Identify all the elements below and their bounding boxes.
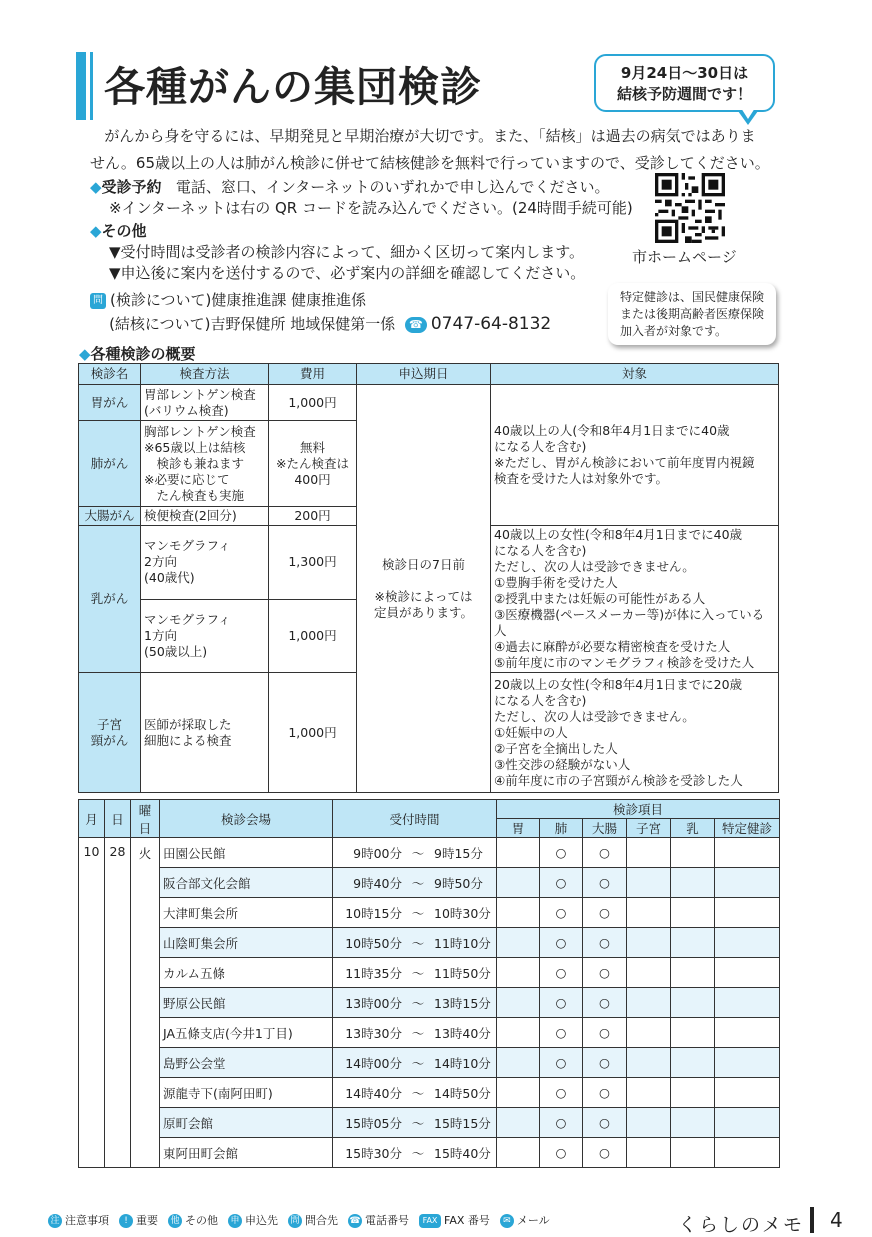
note-line3: 加入者が対象です。 bbox=[620, 324, 728, 338]
month-cell: 10 bbox=[79, 838, 105, 1168]
start-time: 15時30分 bbox=[345, 1145, 402, 1161]
reservation-note: ※インターネットは右の QR コードを読み込んでください。(24時間手続可能) bbox=[109, 199, 633, 217]
table-row bbox=[79, 928, 780, 958]
other-heading: その他 bbox=[101, 222, 147, 240]
venue-cell: 阪合部文化会館 bbox=[160, 868, 333, 898]
item-header: 胃 bbox=[497, 819, 540, 838]
legend-label: 問合先 bbox=[305, 1214, 338, 1227]
page-title: 各種がんの集団検診 bbox=[104, 63, 482, 111]
exam-mark-cell bbox=[497, 988, 540, 1018]
item-header: 子宮 bbox=[627, 819, 671, 838]
other-item-1: ▼受付時間は受診者の検診内容によって、細かく区切って案内します。 bbox=[109, 243, 585, 261]
exam-mark-cell: ○ bbox=[583, 928, 627, 958]
tilde-separator: 〜 bbox=[411, 1145, 425, 1161]
specific-checkup-note bbox=[608, 283, 776, 345]
tilde-separator: 〜 bbox=[411, 935, 425, 951]
tilde-separator: 〜 bbox=[411, 1025, 425, 1041]
table-row bbox=[79, 838, 780, 868]
title-accent-bar-thin bbox=[90, 52, 93, 120]
legend-item bbox=[48, 1214, 109, 1227]
table-row bbox=[79, 988, 780, 1018]
time-cell bbox=[333, 1018, 497, 1048]
legend-icon: 他 bbox=[168, 1214, 182, 1228]
reservation-heading: 受診予約 bbox=[101, 178, 162, 196]
start-time: 11時35分 bbox=[345, 965, 402, 981]
contact-line2: (結核について)吉野保健所 地域保健第一係 ☎ 0747-64-8132 bbox=[109, 314, 552, 334]
exam-mark-cell bbox=[715, 1138, 780, 1168]
exam-mark-cell bbox=[671, 898, 715, 928]
note-line2: または後期高齢者医療保険 bbox=[620, 307, 765, 321]
time-cell bbox=[333, 1078, 497, 1108]
exam-mark-cell bbox=[671, 1048, 715, 1078]
exam-fee: 200円 bbox=[269, 507, 357, 526]
exam-mark-cell: ○ bbox=[540, 1108, 583, 1138]
exam-fee: 1,000円 bbox=[269, 673, 357, 793]
col-header: 申込期日 bbox=[357, 364, 491, 385]
col-header-items: 検診項目 bbox=[497, 800, 780, 819]
tilde-separator: 〜 bbox=[411, 905, 425, 921]
contact-line1: 問 (検診について)健康推進課 健康推進係 bbox=[90, 288, 551, 312]
other-item-2: ▼申込後に案内を送付するので、必ず案内の詳細を確認してください。 bbox=[109, 264, 586, 282]
exam-mark-cell: ○ bbox=[583, 898, 627, 928]
col-header-day: 日 bbox=[105, 800, 131, 838]
exam-mark-cell bbox=[671, 1018, 715, 1048]
end-time: 14時50分 bbox=[434, 1085, 491, 1101]
exam-mark-cell bbox=[497, 1018, 540, 1048]
end-time: 13時15分 bbox=[434, 995, 491, 1011]
legend-icon: ☎ bbox=[349, 1216, 361, 1226]
exam-mark-cell bbox=[715, 928, 780, 958]
exam-mark-cell bbox=[715, 988, 780, 1018]
exam-mark-cell bbox=[627, 838, 671, 868]
end-time: 15時40分 bbox=[434, 1145, 491, 1161]
exam-mark-cell bbox=[715, 1108, 780, 1138]
exam-mark-cell bbox=[497, 1138, 540, 1168]
legend-icon: 申 bbox=[228, 1214, 242, 1228]
end-time: 15時15分 bbox=[434, 1115, 491, 1131]
exam-method: 医師が採取した 細胞による検査 bbox=[141, 673, 269, 793]
table-row bbox=[79, 1138, 780, 1168]
exam-mark-cell bbox=[497, 898, 540, 928]
exam-mark-cell bbox=[497, 868, 540, 898]
inquiry-icon: 問 bbox=[90, 293, 106, 309]
venue-cell: 東阿田町会館 bbox=[160, 1138, 333, 1168]
legend-label: その他 bbox=[185, 1214, 218, 1227]
table-row bbox=[79, 1108, 780, 1138]
schedule-table bbox=[78, 799, 780, 1168]
exam-mark-cell bbox=[671, 988, 715, 1018]
venue-cell: 源龍寺下(南阿田町) bbox=[160, 1078, 333, 1108]
target-cell: 40歳以上の人(令和8年4月1日までに40歳 になる人を含む) ※ただし、胃がん検診において前年度胃内視鏡 検査を受けた人は対象外です。 bbox=[491, 385, 779, 526]
exam-mark-cell bbox=[671, 928, 715, 958]
item-header: 特定健診 bbox=[715, 819, 780, 838]
other-heading-row bbox=[90, 221, 147, 242]
time-cell bbox=[333, 988, 497, 1018]
col-header-time: 受付時間 bbox=[333, 800, 497, 838]
exam-name: 大腸がん bbox=[79, 507, 141, 526]
start-time: 13時30分 bbox=[345, 1025, 402, 1041]
exam-mark-cell: ○ bbox=[540, 838, 583, 868]
legend-label: メール bbox=[516, 1214, 550, 1227]
page-divider bbox=[810, 1207, 814, 1233]
col-header-venue: 検診会場 bbox=[160, 800, 333, 838]
start-time: 13時00分 bbox=[345, 995, 402, 1011]
exam-fee: 1,300円 bbox=[269, 526, 357, 600]
legend-icon: ! bbox=[119, 1214, 133, 1228]
venue-cell: 大津町集会所 bbox=[160, 898, 333, 928]
intro-text bbox=[90, 123, 790, 177]
exam-mark-cell bbox=[715, 1018, 780, 1048]
exam-mark-cell: ○ bbox=[540, 1078, 583, 1108]
exam-method: 胸部レントゲン検査 ※65歳以上は結核 検診も兼ねます ※必要に応じて たん検査も実施 bbox=[141, 421, 269, 507]
exam-mark-cell: ○ bbox=[583, 958, 627, 988]
table-row bbox=[79, 1018, 780, 1048]
exam-name: 胃がん bbox=[79, 385, 141, 421]
exam-mark-cell: ○ bbox=[583, 1048, 627, 1078]
exam-method: マンモグラフィ 1方向 (50歳以上) bbox=[141, 599, 269, 673]
exam-mark-cell bbox=[671, 1108, 715, 1138]
exam-mark-cell: ○ bbox=[540, 1138, 583, 1168]
exam-mark-cell bbox=[715, 838, 780, 868]
exam-mark-cell bbox=[715, 1048, 780, 1078]
time-cell bbox=[333, 1108, 497, 1138]
deadline-cell: 検診日の7日前 ※検診によっては 定員があります。 bbox=[357, 385, 491, 793]
callout-line2: 結核予防週間です！ bbox=[616, 85, 752, 103]
end-time: 9時50分 bbox=[434, 875, 483, 891]
time-cell bbox=[333, 898, 497, 928]
contact-block bbox=[90, 288, 551, 336]
legend-item bbox=[288, 1214, 338, 1227]
exam-mark-cell bbox=[627, 1138, 671, 1168]
col-header: 対象 bbox=[491, 364, 779, 385]
col-header-weekday: 曜日 bbox=[131, 800, 160, 838]
exam-mark-cell bbox=[497, 1078, 540, 1108]
item-header: 大腸 bbox=[583, 819, 627, 838]
exam-mark-cell: ○ bbox=[583, 1108, 627, 1138]
exam-mark-cell bbox=[671, 1078, 715, 1108]
exam-method: 検便検査(2回分) bbox=[141, 507, 269, 526]
exam-mark-cell: ○ bbox=[583, 838, 627, 868]
venue-cell: 原町会館 bbox=[160, 1108, 333, 1138]
item-header: 乳 bbox=[671, 819, 715, 838]
callout-line1: 9月24日〜30日は bbox=[620, 64, 749, 82]
legend-icon: 注 bbox=[48, 1214, 62, 1228]
target-cell: 40歳以上の女性(令和8年4月1日までに40歳 になる人を含む) ただし、次の人は受診できません。 ①豊胸手術を受けた人 ②授乳中または妊娠の可能性がある人 ③医療機器(ペースメーカー等)が体に入っている人 ④過去に麻酔が必要な精密検査を受けた人 ⑤前年度に市のマンモグラフィ検診を受けた人 bbox=[491, 526, 779, 673]
venue-cell: カルム五條 bbox=[160, 958, 333, 988]
exam-mark-cell bbox=[671, 958, 715, 988]
overview-header-row bbox=[79, 364, 779, 385]
intro-line1: がんから身を守るには、早期発見と早期治療が大切です。また、「結核」は過去の病気ではありま bbox=[104, 127, 756, 145]
col-header-month: 月 bbox=[79, 800, 105, 838]
exam-mark-cell bbox=[715, 898, 780, 928]
diamond-bullet-icon: ◆ bbox=[79, 345, 91, 363]
exam-mark-cell: ○ bbox=[540, 1018, 583, 1048]
table-row bbox=[79, 1048, 780, 1078]
exam-mark-cell bbox=[497, 928, 540, 958]
exam-fee: 1,000円 bbox=[269, 599, 357, 673]
exam-mark-cell bbox=[627, 958, 671, 988]
exam-mark-cell bbox=[497, 1108, 540, 1138]
exam-mark-cell bbox=[715, 958, 780, 988]
venue-cell: 田園公民館 bbox=[160, 838, 333, 868]
table-row bbox=[79, 385, 779, 421]
start-time: 10時50分 bbox=[345, 935, 402, 951]
end-time: 13時40分 bbox=[434, 1025, 491, 1041]
page-number: 4 bbox=[830, 1208, 843, 1232]
table-row bbox=[79, 868, 780, 898]
col-header: 検診名 bbox=[79, 364, 141, 385]
time-cell bbox=[333, 1138, 497, 1168]
venue-cell: JA五條支店(今井1丁目) bbox=[160, 1018, 333, 1048]
exam-mark-cell bbox=[627, 988, 671, 1018]
exam-mark-cell: ○ bbox=[583, 988, 627, 1018]
legend-item bbox=[419, 1214, 490, 1227]
exam-mark-cell bbox=[627, 928, 671, 958]
start-time: 14時40分 bbox=[345, 1085, 402, 1101]
legend-icon: ✉ bbox=[500, 1214, 514, 1228]
exam-name: 子宮 頸がん bbox=[79, 673, 141, 793]
exam-mark-cell bbox=[715, 868, 780, 898]
col-header: 検査方法 bbox=[141, 364, 269, 385]
overview-heading: ◆各種検診の概要 bbox=[79, 345, 196, 363]
tilde-separator: 〜 bbox=[411, 875, 425, 891]
exam-mark-cell: ○ bbox=[583, 868, 627, 898]
exam-mark-cell: ○ bbox=[540, 958, 583, 988]
start-time: 9時40分 bbox=[353, 875, 402, 891]
phone-number[interactable]: 0747-64-8132 bbox=[430, 314, 552, 334]
time-cell bbox=[333, 868, 497, 898]
diamond-bullet-icon: ◆ bbox=[90, 178, 102, 196]
end-time: 11時10分 bbox=[434, 935, 491, 951]
exam-mark-cell bbox=[671, 868, 715, 898]
exam-mark-cell: ○ bbox=[540, 868, 583, 898]
exam-mark-cell bbox=[671, 1138, 715, 1168]
tilde-separator: 〜 bbox=[411, 845, 425, 861]
legend-icon: 問 bbox=[288, 1214, 302, 1228]
exam-mark-cell bbox=[715, 1078, 780, 1108]
exam-mark-cell bbox=[627, 1048, 671, 1078]
exam-fee: 無料 ※たん検査は 400円 bbox=[269, 421, 357, 507]
exam-mark-cell: ○ bbox=[540, 1048, 583, 1078]
intro-line2: せん。65歳以上の人は肺がん検診に併せて結核健診を無料で行っていますので、受診してください。 bbox=[90, 154, 770, 172]
legend-label: 注意事項 bbox=[65, 1214, 109, 1227]
phone-icon: ☎ bbox=[405, 317, 427, 333]
exam-name: 肺がん bbox=[79, 421, 141, 507]
time-cell bbox=[333, 928, 497, 958]
end-time: 9時15分 bbox=[434, 845, 483, 861]
tilde-separator: 〜 bbox=[411, 965, 425, 981]
exam-mark-cell: ○ bbox=[540, 988, 583, 1018]
legend-label: FAX 番号 bbox=[444, 1214, 490, 1227]
exam-method: 胃部レントゲン検査 (バリウム検査) bbox=[141, 385, 269, 421]
start-time: 15時05分 bbox=[345, 1115, 402, 1131]
exam-mark-cell bbox=[497, 958, 540, 988]
start-time: 10時15分 bbox=[345, 905, 402, 921]
exam-mark-cell bbox=[497, 1048, 540, 1078]
exam-mark-cell: ○ bbox=[540, 898, 583, 928]
exam-mark-cell bbox=[627, 1078, 671, 1108]
venue-cell: 山陰町集会所 bbox=[160, 928, 333, 958]
tilde-separator: 〜 bbox=[411, 1055, 425, 1071]
end-time: 10時30分 bbox=[434, 905, 491, 921]
legend-label: 申込先 bbox=[245, 1214, 278, 1227]
qr-code-icon[interactable] bbox=[655, 173, 725, 243]
day-cell: 28 bbox=[105, 838, 131, 1168]
legend-item bbox=[228, 1214, 278, 1227]
exam-mark-cell: ○ bbox=[540, 928, 583, 958]
legend-item bbox=[119, 1214, 158, 1227]
overview-table bbox=[78, 363, 779, 793]
target-cell: 20歳以上の女性(令和8年4月1日までに20歳 になる人を含む) ただし、次の人は受診できません。 ①妊娠中の人 ②子宮を全摘出した人 ③性交渉の経験がない人 ④前年度に市の子宮頸がん検診を受診した人 bbox=[491, 673, 779, 793]
col-header: 費用 bbox=[269, 364, 357, 385]
table-row bbox=[79, 1078, 780, 1108]
exam-mark-cell bbox=[497, 838, 540, 868]
end-time: 11時50分 bbox=[434, 965, 491, 981]
start-time: 9時00分 bbox=[353, 845, 402, 861]
tilde-separator: 〜 bbox=[411, 1085, 425, 1101]
start-time: 14時00分 bbox=[345, 1055, 402, 1071]
legend-item bbox=[348, 1214, 409, 1227]
item-header: 肺 bbox=[540, 819, 583, 838]
exam-mark-cell bbox=[627, 868, 671, 898]
table-row bbox=[79, 898, 780, 928]
time-cell bbox=[333, 838, 497, 868]
end-time: 14時10分 bbox=[434, 1055, 491, 1071]
qr-label: 市ホームページ bbox=[632, 248, 737, 266]
exam-name: 乳がん bbox=[79, 526, 141, 673]
legend-item bbox=[168, 1214, 218, 1227]
schedule-header-row bbox=[79, 800, 780, 819]
tilde-separator: 〜 bbox=[411, 995, 425, 1011]
exam-method: マンモグラフィ 2方向 (40歳代) bbox=[141, 526, 269, 600]
table-row bbox=[79, 958, 780, 988]
venue-cell: 野原公民館 bbox=[160, 988, 333, 1018]
legend-label: 電話番号 bbox=[365, 1214, 409, 1227]
time-cell bbox=[333, 1048, 497, 1078]
note-line1: 特定健診は、国民健康保険 bbox=[620, 290, 765, 304]
exam-mark-cell: ○ bbox=[583, 1018, 627, 1048]
exam-fee: 1,000円 bbox=[269, 385, 357, 421]
exam-mark-cell bbox=[627, 1018, 671, 1048]
legend-footer bbox=[48, 1212, 560, 1228]
magazine-name: くらしのメモ bbox=[678, 1214, 805, 1236]
tb-week-callout bbox=[594, 54, 775, 112]
exam-mark-cell: ○ bbox=[583, 1138, 627, 1168]
title-accent-bar bbox=[76, 52, 86, 120]
legend-icon: FAX bbox=[419, 1214, 441, 1228]
exam-mark-cell bbox=[627, 1108, 671, 1138]
legend-label: 重要 bbox=[136, 1214, 158, 1227]
venue-cell: 島野公会堂 bbox=[160, 1048, 333, 1078]
callout-tail-inner bbox=[741, 108, 755, 119]
weekday-cell: 火 bbox=[131, 838, 160, 1168]
exam-mark-cell bbox=[627, 898, 671, 928]
legend-item bbox=[500, 1214, 550, 1227]
exam-mark-cell: ○ bbox=[583, 1078, 627, 1108]
exam-mark-cell bbox=[671, 838, 715, 868]
reservation-text: 電話、窓口、インターネットのいずれかで申し込んでください。 bbox=[175, 178, 610, 196]
time-cell bbox=[333, 958, 497, 988]
tilde-separator: 〜 bbox=[411, 1115, 425, 1131]
reservation-section bbox=[90, 177, 610, 198]
diamond-bullet-icon: ◆ bbox=[90, 222, 102, 240]
